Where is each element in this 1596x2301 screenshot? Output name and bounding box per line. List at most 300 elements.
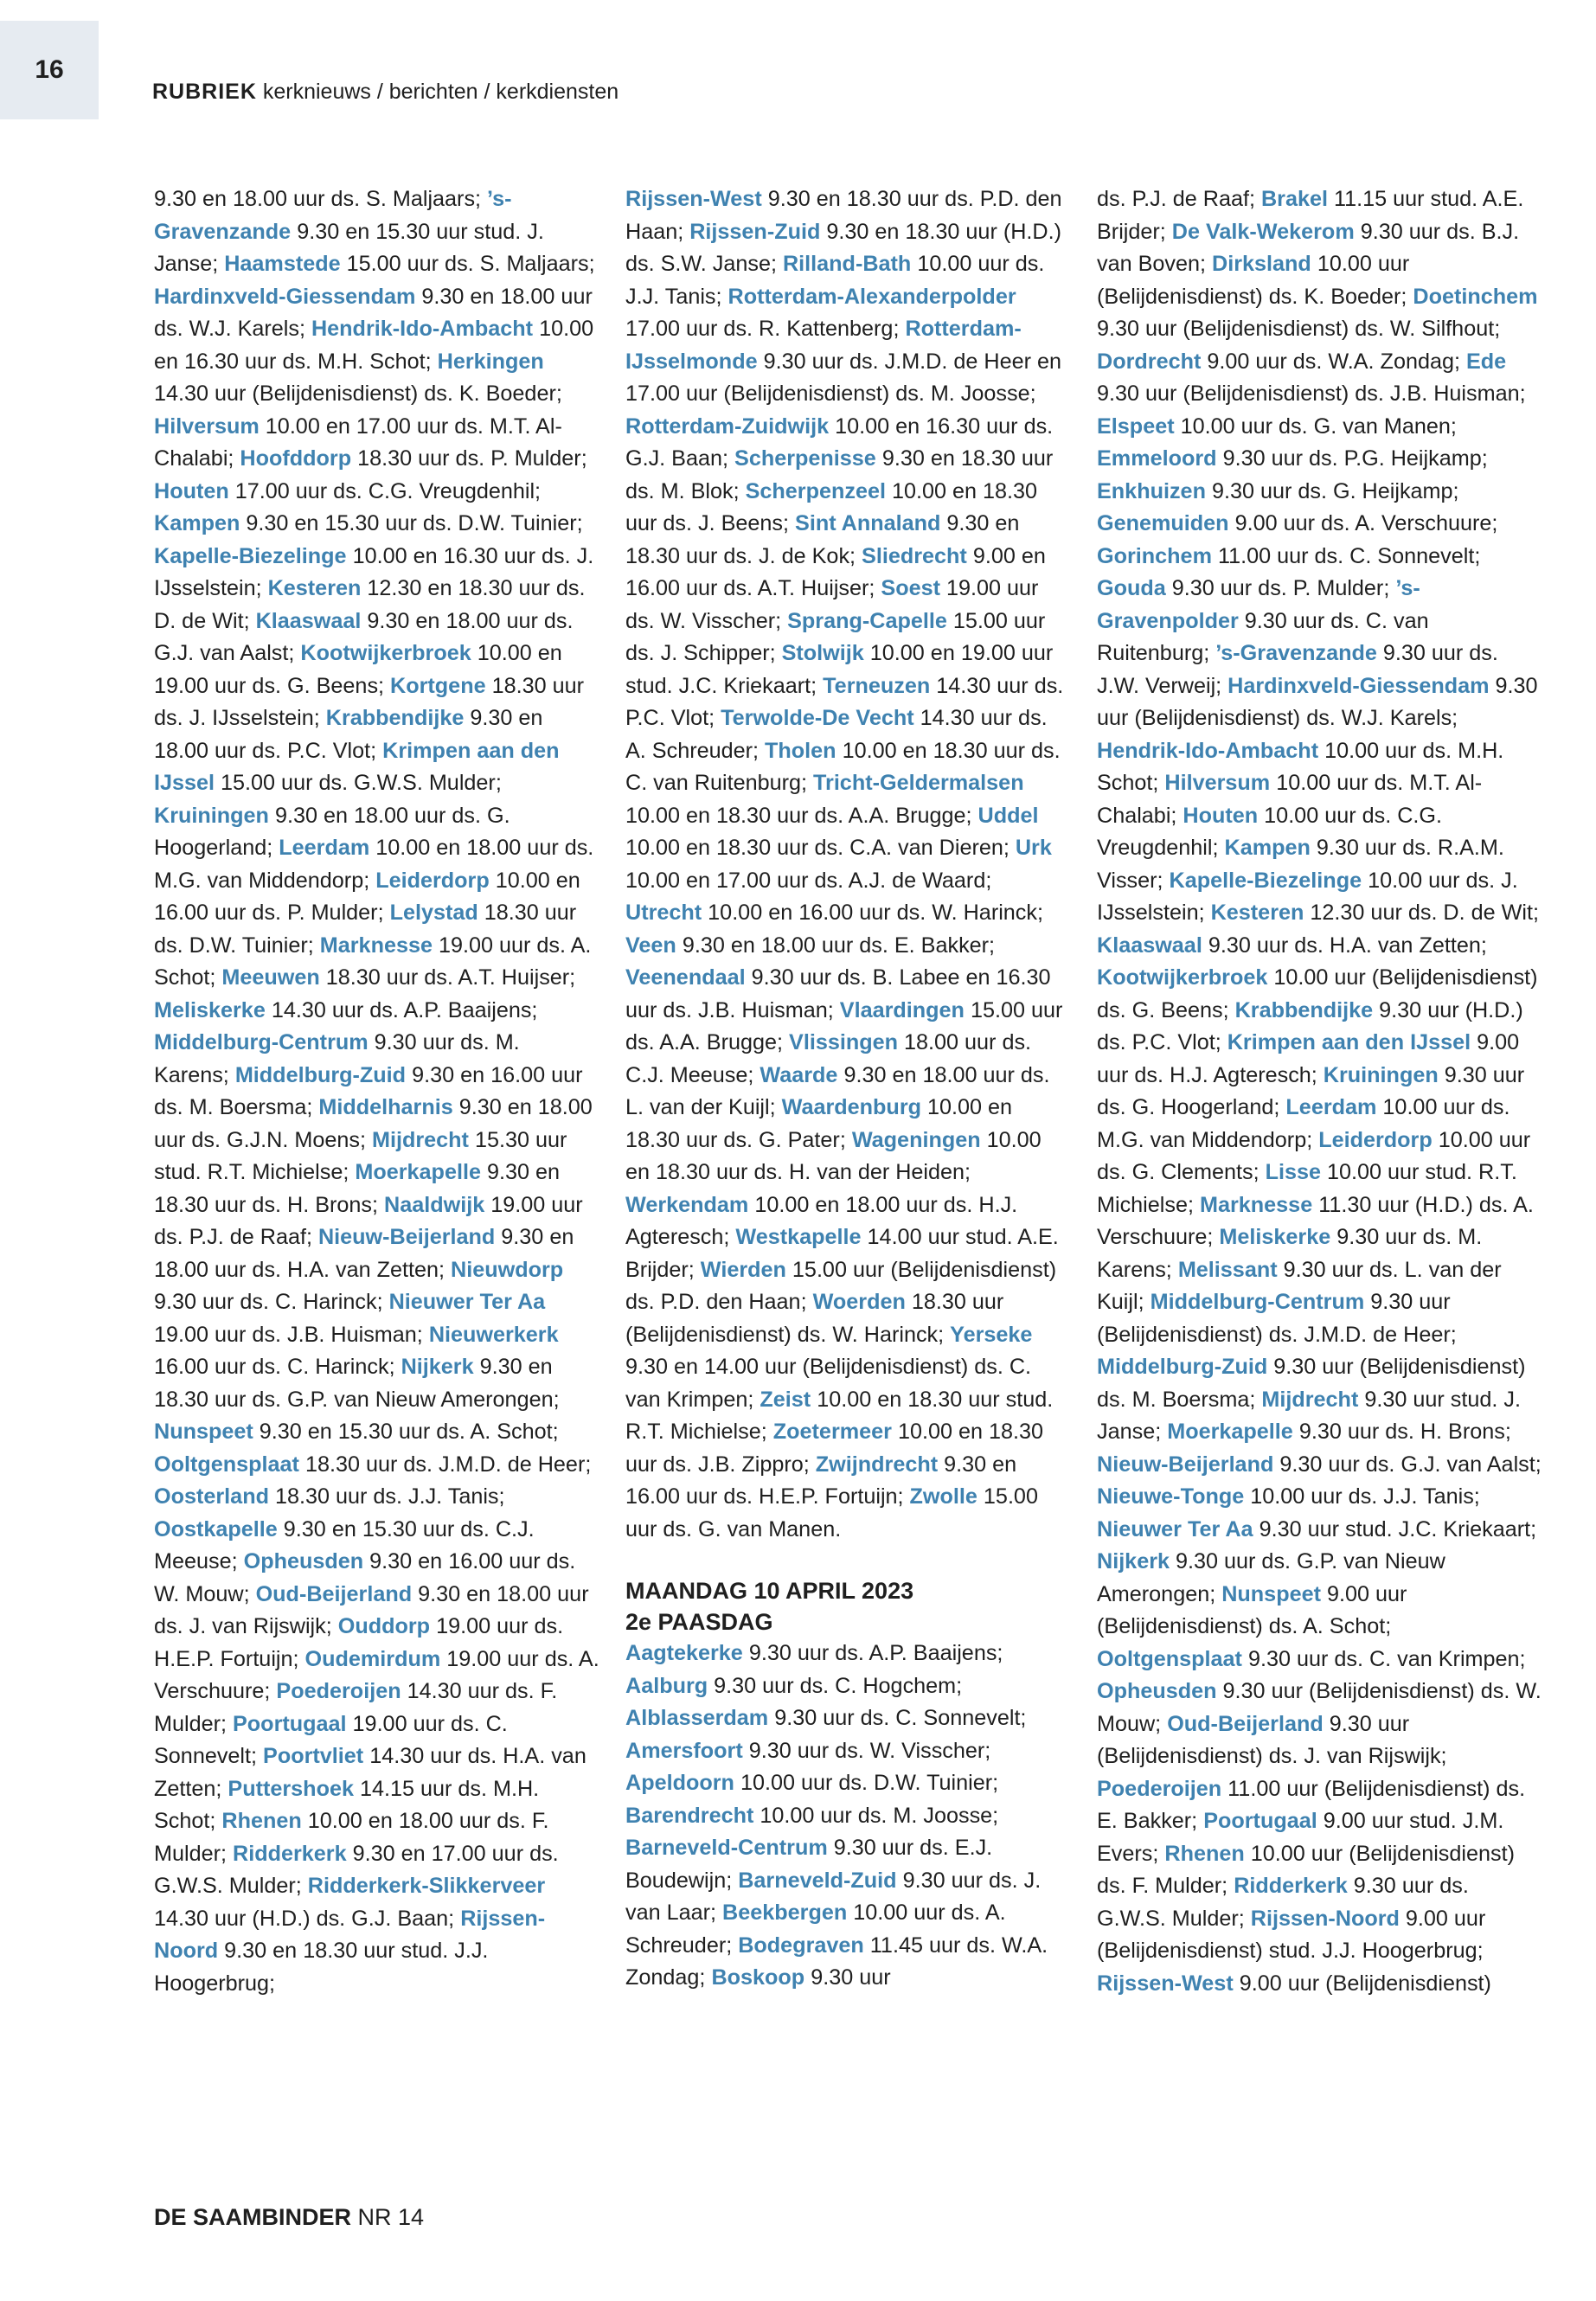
service-details: 18.30 uur ds. J. IJsselstein; bbox=[154, 673, 585, 730]
church-location: Nieuwe-Tonge bbox=[1097, 1484, 1245, 1509]
service-details: 9.30 uur ds. P.G. Heijkamp; bbox=[1222, 446, 1488, 471]
church-location: Moerkapelle bbox=[1167, 1420, 1293, 1444]
church-location: Lelystad bbox=[389, 901, 478, 925]
church-location: Hendrik-Ido-Ambacht bbox=[311, 317, 534, 341]
church-location: Leiderdorp bbox=[1318, 1127, 1433, 1152]
service-details: 9.00 en 16.00 uur ds. A.T. Huijser; bbox=[625, 543, 1046, 600]
service-details: 10.00 uur (Belijdenisdienst) ds. K. Boeder; bbox=[1097, 252, 1410, 309]
church-location: Meeuwen bbox=[221, 965, 320, 990]
service-details: 15.00 uur (Belijdenisdienst) ds. P.D. den Haan; bbox=[625, 1257, 1057, 1314]
church-location: Leiderdorp bbox=[375, 868, 490, 893]
church-location: Nieuwerkerk bbox=[428, 1322, 559, 1347]
church-location: Zeist bbox=[760, 1387, 811, 1412]
church-location: Waardenburg bbox=[781, 1095, 922, 1119]
church-location: Kapelle-Biezelinge bbox=[154, 543, 347, 568]
service-details: 9.30 en 18.30 uur ds. P.D. den Haan; bbox=[625, 187, 1062, 244]
church-location: Ridderkerk bbox=[233, 1841, 347, 1866]
service-details: 9.30 en 15.30 uur ds. A. Schot; bbox=[259, 1420, 559, 1444]
service-entry bbox=[1097, 446, 1488, 471]
church-location: Leerdam bbox=[1285, 1095, 1377, 1119]
service-details: 19.00 uur ds. H.E.P. Fortuijn; bbox=[154, 1614, 564, 1671]
day-heading bbox=[625, 1575, 1071, 1638]
service-details: 9.00 uur ds. H.J. Agteresch; bbox=[1097, 1030, 1520, 1087]
service-details: 10.00 en 19.00 uur ds. G. Beens; bbox=[154, 641, 562, 698]
page-footer bbox=[154, 2204, 424, 2231]
service-details: 10.00 uur ds. C.G. Vreugdenhil; bbox=[1097, 803, 1442, 860]
service-details: 15.00 uur ds. J. Schipper; bbox=[625, 608, 1046, 665]
service-details: 10.00 uur ds. G. van Manen; bbox=[1180, 413, 1457, 439]
column-1 bbox=[154, 183, 599, 2000]
service-details: 9.30 uur ds. A.P. Baaijens; bbox=[748, 1641, 1003, 1665]
service-details: 9.30 en 16.00 uur ds. M. Boersma; bbox=[154, 1062, 583, 1119]
service-entry bbox=[625, 933, 995, 958]
church-location: Oosterland bbox=[154, 1484, 269, 1509]
church-location: Alblasserdam bbox=[625, 1706, 769, 1730]
church-location: ’s-Gravenzande bbox=[154, 187, 512, 244]
church-location: Haamstede bbox=[224, 252, 341, 276]
church-location: Vlissingen bbox=[789, 1030, 899, 1054]
service-details: 9.30 uur (Belijdenisdienst) ds. W. Mouw; bbox=[1097, 1679, 1542, 1736]
service-details: 14.30 uur ds. H.A. van Zetten; bbox=[154, 1744, 586, 1801]
church-location: Terneuzen bbox=[823, 673, 931, 698]
church-location: Gorinchem bbox=[1097, 543, 1212, 568]
service-details: 14.30 uur (Belijdenisdienst) ds. K. Boeder; bbox=[154, 381, 562, 406]
service-details: 10.00 uur stud. R.T. Michielse; bbox=[1097, 1160, 1517, 1217]
service-details: 10.00 en 18.30 uur ds. C. van Ruitenburg; bbox=[625, 738, 1061, 795]
service-details: 19.00 uur ds. J.B. Huisman; bbox=[154, 1322, 423, 1347]
service-details: 9.30 uur (H.D.) ds. P.C. Vlot; bbox=[1097, 997, 1523, 1054]
service-details: 10.00 en 18.00 uur ds. F. Mulder; bbox=[154, 1809, 549, 1866]
service-details: 10.00 en 18.30 uur ds. H. van der Heiden; bbox=[625, 1127, 1042, 1184]
service-details: 9.30 uur ds. J. van Laar; bbox=[625, 1868, 1042, 1925]
service-details: 9.30 en 18.30 uur ds. M. Blok; bbox=[625, 446, 1054, 503]
church-location: Naaldwijk bbox=[384, 1192, 485, 1217]
church-location: Barneveld-Centrum bbox=[625, 1836, 828, 1860]
church-location: Leerdam bbox=[279, 836, 370, 860]
church-location: Rotterdam-Alexanderpolder bbox=[727, 284, 1016, 309]
church-location: Kapelle-Biezelinge bbox=[1169, 868, 1362, 893]
church-location: Herkingen bbox=[437, 349, 544, 374]
church-location: Nijkerk bbox=[401, 1355, 474, 1379]
service-details: 18.30 uur ds. A.T. Huijser; bbox=[325, 965, 576, 990]
church-location: Moerkapelle bbox=[355, 1160, 481, 1184]
service-details: 9.30 en 18.00 uur ds. H.A. van Zetten; bbox=[154, 1225, 574, 1282]
church-location: Krabbendijke bbox=[1234, 997, 1374, 1022]
service-entry bbox=[1167, 1420, 1511, 1444]
church-location: Gouda bbox=[1097, 576, 1166, 600]
service-details: 10.00 uur ds. M.H. Schot; bbox=[1097, 738, 1504, 795]
service-details: 9.30 en 18.30 uur ds. G.P. van Nieuw Amerongen; bbox=[154, 1355, 560, 1412]
service-details: 12.30 en 18.30 uur ds. D. de Wit; bbox=[154, 576, 586, 633]
church-location: Hilversum bbox=[154, 413, 260, 439]
service-details: 18.30 uur ds. P. Mulder; bbox=[357, 446, 587, 471]
church-location: Krabbendijke bbox=[325, 706, 465, 730]
service-entry bbox=[625, 901, 1043, 925]
service-details: 9.30 uur ds. J.W. Verweij; bbox=[1097, 641, 1498, 698]
service-details: 9.30 uur ds. M. Karens; bbox=[1097, 1225, 1483, 1282]
church-location: Ooltgensplaat bbox=[154, 1452, 299, 1477]
service-details: 9.30 en 17.00 uur ds. G.W.S. Mulder; bbox=[154, 1841, 559, 1898]
service-details: 9.30 en 18.00 uur ds. W.J. Karels; bbox=[154, 284, 593, 341]
service-details: 9.30 en 18.00 uur ds. G.J.N. Moens; bbox=[154, 1095, 593, 1152]
service-entry bbox=[154, 1452, 591, 1477]
church-location: Aalburg bbox=[625, 1673, 708, 1698]
church-location: ’s-Gravenpolder bbox=[1097, 576, 1420, 633]
service-details: 10.00 en 18.30 uur ds. C.A. van Dieren; bbox=[625, 836, 1010, 860]
church-location: Melissant bbox=[1177, 1257, 1278, 1282]
service-details: 9.30 uur ds. W. Visscher; bbox=[748, 1738, 991, 1763]
service-details: 9.30 en 18.30 uur ds. H. Brons; bbox=[154, 1160, 560, 1217]
service-entry bbox=[1097, 1290, 1457, 1347]
service-details: 9.30 uur ds. C. van Krimpen; bbox=[1247, 1646, 1526, 1671]
service-details: 9.30 en 15.30 uur stud. J. Janse; bbox=[154, 219, 544, 276]
church-location: Oudemirdum bbox=[304, 1646, 441, 1671]
service-details: 10.00 uur ds. J.J. Tanis; bbox=[1250, 1484, 1480, 1509]
service-details: 18.30 uur ds. J.J. Tanis; bbox=[274, 1484, 505, 1509]
service-details: 9.30 en 18.00 uur ds. G. Hoogerland; bbox=[154, 803, 510, 860]
service-entry bbox=[1097, 1647, 1526, 1671]
service-details: 10.00 en 18.30 uur ds. J. Beens; bbox=[625, 478, 1038, 535]
service-entry bbox=[625, 1771, 998, 1795]
church-location: Meliskerke bbox=[154, 997, 266, 1022]
church-location: Vlaardingen bbox=[839, 997, 965, 1022]
church-location: Dordrecht bbox=[1097, 349, 1202, 374]
church-location: Oud-Beijerland bbox=[1167, 1711, 1324, 1736]
service-details: 9.30 en 14.00 uur (Belijdenisdienst) ds. C. van Krimpen; bbox=[625, 1355, 1032, 1412]
service-entry bbox=[625, 1674, 962, 1698]
church-location: Rijssen-Noord bbox=[154, 1906, 546, 1963]
service-entry bbox=[154, 479, 541, 503]
church-location: Zwolle bbox=[909, 1484, 977, 1509]
church-location: Kootwijkerbroek bbox=[1097, 965, 1268, 990]
church-location: Zoetermeer bbox=[772, 1420, 892, 1444]
church-location: Mijdrecht bbox=[1261, 1387, 1359, 1412]
service-details: 9.30 uur (Belijdenisdienst) ds. J.B. Huisman; bbox=[1097, 381, 1526, 406]
church-location: Poederoijen bbox=[1097, 1776, 1222, 1801]
church-location: Houten bbox=[1183, 803, 1259, 828]
church-location: Kootwijkerbroek bbox=[300, 641, 471, 665]
service-details: 10.00 uur ds. D.W. Tuinier; bbox=[740, 1771, 999, 1795]
service-entry bbox=[1097, 1517, 1536, 1541]
service-details: 9.30 uur ds. G.J. van Aalst; bbox=[1279, 1452, 1542, 1477]
service-details: 9.30 en 18.30 uur stud. J.J. Hoogerbrug; bbox=[154, 1939, 489, 1996]
church-location: Utrecht bbox=[625, 901, 702, 925]
church-location: Kesteren bbox=[1210, 901, 1304, 925]
service-details: 9.30 uur ds. C. Hogchem; bbox=[714, 1673, 963, 1698]
header-rubriek: RUBRIEK bbox=[152, 80, 257, 104]
service-details: 16.00 uur ds. C. Harinck; bbox=[154, 1355, 395, 1379]
church-location: Apeldoorn bbox=[625, 1771, 734, 1795]
service-entry bbox=[625, 1706, 1026, 1730]
service-entry bbox=[1097, 1971, 1491, 1996]
service-entry bbox=[625, 1804, 998, 1828]
service-details: 9.30 uur ds. G. Heijkamp; bbox=[1211, 478, 1459, 503]
church-location: Genemuiden bbox=[1097, 511, 1229, 535]
service-details: 10.00 uur ds. J.J. Tanis; bbox=[625, 252, 1045, 309]
service-details: 19.00 uur ds. P.J. de Raaf; bbox=[154, 1192, 583, 1249]
service-details: 9.00 uur ds. W.A. Zondag; bbox=[1207, 349, 1460, 374]
church-location: Marknesse bbox=[319, 933, 433, 958]
church-location: Scherpenisse bbox=[734, 446, 876, 471]
church-location: Woerden bbox=[812, 1290, 906, 1314]
service-details: 10.00 en 16.30 uur ds. G.J. Baan; bbox=[625, 413, 1054, 471]
service-entry bbox=[1211, 901, 1539, 925]
service-details: 9.30 uur ds. J.M.D. de Heer en 17.00 uur (Belijdenisdienst) ds. M. Joosse; bbox=[625, 349, 1061, 406]
church-location: Rotterdam-IJsselmonde bbox=[625, 317, 1022, 374]
column-2 bbox=[625, 183, 1071, 1995]
service-details: 9.00 uur (Belijdenisdienst) bbox=[1239, 1971, 1491, 1996]
church-location: Aagtekerke bbox=[625, 1641, 743, 1665]
day-heading-holiday: 2e PAASDAG bbox=[625, 1609, 773, 1635]
church-location: Ooltgensplaat bbox=[1097, 1646, 1242, 1671]
church-location: Poortugaal bbox=[1203, 1809, 1317, 1833]
church-location: Ouddorp bbox=[337, 1614, 431, 1638]
church-location: Klaaswaal bbox=[1097, 933, 1202, 958]
church-location: Rotterdam-Zuidwijk bbox=[625, 413, 830, 439]
church-location: Urk bbox=[1015, 836, 1052, 860]
service-details: 9.30 en 18.30 uur (H.D.) ds. S.W. Janse; bbox=[625, 219, 1061, 276]
service-details: 10.00 en 18.00 uur ds. M.G. van Middendorp; bbox=[154, 836, 594, 893]
church-location: Rijssen-Zuid bbox=[689, 219, 821, 244]
service-entry bbox=[154, 998, 537, 1022]
church-location: Dirksland bbox=[1212, 252, 1311, 276]
church-location: Scherpenzeel bbox=[745, 478, 886, 503]
service-details: 9.30 uur ds. R.A.M. Visser; bbox=[1097, 836, 1504, 893]
service-details: 10.00 uur ds. M.T. Al-Chalabi; bbox=[1097, 771, 1483, 828]
service-entry bbox=[1097, 544, 1480, 568]
service-details: 15.00 uur ds. G. van Manen. bbox=[625, 1484, 1038, 1541]
church-location: Puttershoek bbox=[228, 1776, 354, 1801]
church-location: Emmeloord bbox=[1097, 446, 1217, 471]
church-location: Hardinxveld-Giessendam bbox=[154, 284, 416, 309]
church-location: Ridderkerk bbox=[1234, 1874, 1348, 1898]
service-details: 14.30 uur ds. A. Schreuder; bbox=[625, 706, 1048, 763]
service-entry bbox=[224, 252, 594, 276]
service-details: 9.30 uur ds. G.P. van Nieuw Amerongen; bbox=[1097, 1549, 1445, 1606]
service-details: 9.30 en 16.00 uur ds. H.E.P. Fortuijn; bbox=[625, 1452, 1017, 1509]
church-location: Beekbergen bbox=[722, 1900, 848, 1925]
service-details: 18.30 uur ds. D.W. Tuinier; bbox=[154, 901, 577, 958]
church-location: Wierden bbox=[700, 1257, 786, 1282]
service-details: 9.30 en 18.00 uur ds. E. Bakker; bbox=[682, 933, 996, 958]
column-2-monday bbox=[625, 1638, 1071, 1995]
church-location: Mijdrecht bbox=[371, 1127, 469, 1152]
church-location: Bodegraven bbox=[738, 1932, 864, 1958]
church-location: Lisse bbox=[1265, 1160, 1321, 1184]
service-details: 19.00 uur ds. A. Schot; bbox=[154, 933, 592, 990]
church-location: ’s-Gravenzande bbox=[1215, 641, 1377, 665]
service-details: 9.30 uur ds. C. Sonnevelt; bbox=[774, 1706, 1027, 1730]
church-location: Nieuwer Ter Aa bbox=[388, 1290, 546, 1314]
service-details: 14.15 uur ds. M.H. Schot; bbox=[154, 1776, 540, 1833]
church-location: Rilland-Bath bbox=[782, 252, 912, 276]
church-location: Veenendaal bbox=[625, 965, 746, 990]
service-details: 11.30 uur (H.D.) ds. A. Verschuure; bbox=[1097, 1192, 1534, 1249]
service-details: 19.00 uur ds. W. Visscher; bbox=[625, 576, 1039, 633]
service-details: 10.00 en 18.30 uur ds. J.B. Zippro; bbox=[625, 1420, 1044, 1477]
service-details: 9.30 uur (Belijdenisdienst) ds. J. van Rijswijk; bbox=[1097, 1711, 1447, 1768]
service-details: 9.30 uur ds. H. Brons; bbox=[1298, 1420, 1511, 1444]
service-entry bbox=[1097, 511, 1497, 535]
service-details: 10.00 en 18.30 uur ds. A.A. Brugge; bbox=[625, 803, 972, 828]
service-details: 9.30 en 18.30 uur ds. J. de Kok; bbox=[625, 511, 1020, 568]
service-details: 11.00 uur (Belijdenisdienst) ds. E. Bakker; bbox=[1097, 1776, 1526, 1833]
page-number: 16 bbox=[0, 21, 99, 119]
service-details: 10.00 uur ds. M.G. van Middendorp; bbox=[1097, 1095, 1510, 1152]
church-location: Sint Annaland bbox=[795, 511, 941, 535]
service-entry bbox=[1097, 1452, 1542, 1477]
service-details: 9.30 uur ds. P. Mulder; bbox=[1171, 576, 1390, 600]
church-location: Krimpen aan den IJssel bbox=[154, 738, 560, 795]
service-details: 9.30 en 18.00 uur ds. J. van Rijswijk; bbox=[154, 1581, 589, 1638]
church-location: Houten bbox=[154, 478, 229, 503]
service-details: 10.00 uur ds. M. Joosse; bbox=[760, 1803, 999, 1828]
church-location: Opheusden bbox=[1097, 1679, 1217, 1703]
church-location: Sliedrecht bbox=[862, 543, 967, 568]
service-entry bbox=[154, 187, 481, 211]
service-details: 9.30 uur (Belijdenisdienst) ds. W.J. Karels; bbox=[1097, 673, 1538, 730]
service-entry bbox=[1097, 933, 1487, 958]
service-details: 10.00 en 18.30 uur ds. G. Pater; bbox=[625, 1095, 1013, 1152]
church-location: Hardinxveld-Giessendam bbox=[1227, 673, 1490, 698]
service-details: 9.30 uur ds. L. van der Kuijl; bbox=[1097, 1257, 1502, 1314]
service-details: 9.00 uur stud. J.M. Evers; bbox=[1097, 1809, 1504, 1866]
service-details: 14.30 uur ds. A.P. Baaijens; bbox=[271, 997, 538, 1022]
church-location: Kampen bbox=[1224, 836, 1311, 860]
church-location: Yerseke bbox=[950, 1322, 1033, 1347]
church-location: Ridderkerk-Slikkerveer bbox=[307, 1874, 546, 1898]
church-location: Nieuwdorp bbox=[451, 1257, 564, 1282]
service-details: 9.00 uur (Belijdenisdienst) ds. A. Schot; bbox=[1097, 1581, 1407, 1638]
church-location: Uddel bbox=[977, 803, 1039, 828]
service-details: 10.00 uur ds. J. IJsselstein; bbox=[1097, 868, 1518, 925]
church-location: Rijssen-West bbox=[1097, 1971, 1234, 1996]
service-details: 9.30 uur ds. C. Harinck; bbox=[154, 1290, 383, 1314]
service-details: 9.30 uur ds. B. Labee en 16.30 uur ds. J.B. Huisman; bbox=[625, 965, 1051, 1022]
church-location: Amersfoort bbox=[625, 1738, 743, 1763]
service-details: 9.30 en 18.00 uur ds. G.J. van Aalst; bbox=[154, 608, 574, 665]
church-location: Poederoijen bbox=[276, 1679, 401, 1703]
service-details: 9.30 uur bbox=[811, 1965, 891, 1990]
service-details: 9.30 uur ds. H.A. van Zetten; bbox=[1208, 933, 1487, 958]
service-entry bbox=[240, 446, 586, 471]
service-details: 9.30 en 18.00 uur ds. P.C. Vlot; bbox=[154, 706, 543, 763]
service-entry bbox=[625, 1641, 1003, 1665]
church-location: Kortgene bbox=[390, 673, 486, 698]
church-location: Soest bbox=[881, 576, 940, 600]
service-details: 10.00 en 16.00 uur ds. P. Mulder; bbox=[154, 868, 580, 925]
service-details: 9.30 en 18.00 uur ds. L. van der Kuijl; bbox=[625, 1062, 1050, 1119]
church-location: Rijssen-Noord bbox=[1250, 1906, 1400, 1931]
church-location: Stolwijk bbox=[781, 641, 864, 665]
church-location: Hoofddorp bbox=[240, 446, 352, 471]
church-location: De Valk-Wekerom bbox=[1171, 219, 1355, 244]
church-location: Brakel bbox=[1260, 187, 1328, 211]
service-details: 14.00 uur stud. A.E. Brijder; bbox=[625, 1225, 1059, 1282]
service-details: 10.00 en 16.30 uur ds. M.H. Schot; bbox=[154, 317, 594, 374]
church-location: Boskoop bbox=[711, 1965, 805, 1990]
church-location: Rijssen-West bbox=[625, 187, 762, 211]
church-location: Oostkapelle bbox=[154, 1516, 278, 1541]
church-location: Veen bbox=[625, 933, 676, 958]
church-location: Nunspeet bbox=[154, 1420, 253, 1444]
church-location: Kruiningen bbox=[154, 803, 269, 828]
church-location: Klaaswaal bbox=[255, 608, 362, 633]
service-details: 14.30 uur ds. P.C. Vlot; bbox=[625, 673, 1064, 730]
service-details: 9.30 en 15.30 uur ds. C.J. Meeuse; bbox=[154, 1516, 535, 1574]
church-location: Hilversum bbox=[1164, 771, 1271, 795]
church-location: Nieuwer Ter Aa bbox=[1097, 1516, 1253, 1541]
service-details: 10.00 en 17.00 uur ds. M.T. Al-Chalabi; bbox=[154, 413, 562, 471]
service-details: 9.30 uur ds. G. Hoogerland; bbox=[1097, 1062, 1525, 1119]
church-location: Krimpen aan den IJssel bbox=[1227, 1030, 1471, 1054]
church-location: Enkhuizen bbox=[1097, 478, 1206, 503]
service-details: 14.30 uur ds. F. Mulder; bbox=[154, 1679, 558, 1736]
church-location: Poortugaal bbox=[233, 1711, 347, 1736]
church-location: Zwijndrecht bbox=[815, 1452, 939, 1477]
service-details: 14.30 uur (H.D.) ds. G.J. Baan; bbox=[154, 1906, 455, 1931]
service-details: 17.00 uur ds. C.G. Vreugdenhil; bbox=[234, 478, 542, 503]
service-details: 10.00 uur ds. G. Clements; bbox=[1097, 1127, 1531, 1184]
service-details: 10.00 en 18.00 uur ds. H.J. Agteresch; bbox=[625, 1192, 1018, 1249]
service-details: 10.00 uur (Belijdenisdienst) ds. G. Beens; bbox=[1097, 965, 1538, 1022]
church-location: Middelburg-Zuid bbox=[1097, 1355, 1268, 1379]
service-entry bbox=[1097, 187, 1255, 211]
church-location: Middelburg-Zuid bbox=[234, 1062, 407, 1087]
church-location: Westkapelle bbox=[735, 1225, 862, 1249]
service-details: ds. P.J. de Raaf; bbox=[1097, 187, 1255, 211]
service-details: 10.00 en 16.00 uur ds. W. Harinck; bbox=[708, 901, 1043, 925]
service-entry bbox=[1097, 349, 1460, 374]
service-details: 18.30 uur ds. J.M.D. de Heer; bbox=[304, 1452, 592, 1477]
service-details: 9.30 en 18.00 uur ds. S. Maljaars; bbox=[154, 187, 482, 211]
service-details: 18.30 uur (Belijdenisdienst) ds. W. Harinck; bbox=[625, 1290, 1004, 1347]
church-location: Waarde bbox=[760, 1062, 838, 1087]
church-location: Middelburg-Centrum bbox=[1150, 1290, 1365, 1314]
church-location: Meliskerke bbox=[1219, 1225, 1331, 1249]
service-details: 15.00 uur ds. S. Maljaars; bbox=[346, 252, 595, 276]
section-header bbox=[152, 80, 619, 105]
service-details: 9.00 uur (Belijdenisdienst) stud. J.J. Hoogerbrug; bbox=[1097, 1906, 1486, 1963]
church-location: Hendrik-Ido-Ambacht bbox=[1097, 738, 1319, 763]
church-location: Kesteren bbox=[267, 576, 362, 600]
church-location: Doetinchem bbox=[1413, 284, 1538, 309]
church-location: Nunspeet bbox=[1221, 1581, 1321, 1606]
service-details: 10.00 uur (Belijdenisdienst) ds. F. Mulder; bbox=[1097, 1841, 1515, 1898]
church-location: Middelburg-Centrum bbox=[154, 1030, 369, 1054]
church-location: Poortvliet bbox=[263, 1744, 364, 1768]
church-location: Tholen bbox=[765, 738, 836, 763]
church-location: Nieuw-Beijerland bbox=[317, 1225, 496, 1249]
header-subtitle: kerknieuws / berichten / kerkdiensten bbox=[262, 80, 619, 104]
service-details: 19.00 uur ds. A. Verschuure; bbox=[154, 1646, 599, 1703]
service-details: 11.15 uur stud. A.E. Brijder; bbox=[1097, 187, 1524, 244]
service-details: 15.00 uur ds. A.A. Brugge; bbox=[625, 997, 1063, 1054]
church-location: Rhenen bbox=[1164, 1841, 1245, 1866]
service-details: 10.00 en 19.00 uur stud. J.C. Kriekaart; bbox=[625, 641, 1054, 698]
column-2-sunday bbox=[625, 183, 1071, 1546]
church-location: Elspeet bbox=[1097, 413, 1175, 439]
service-details: 15.00 uur ds. G.W.S. Mulder; bbox=[221, 771, 502, 795]
service-entry bbox=[1097, 1484, 1480, 1509]
service-entry bbox=[1097, 414, 1457, 439]
service-details: 18.00 uur ds. C.J. Meeuse; bbox=[625, 1030, 1032, 1087]
service-details: 9.30 uur ds. M. Karens; bbox=[154, 1030, 520, 1087]
church-location: Wageningen bbox=[851, 1127, 981, 1152]
service-details: 11.45 uur ds. W.A. Zondag; bbox=[625, 1932, 1048, 1990]
service-details: 10.00 en 18.30 uur stud. R.T. Michielse; bbox=[625, 1387, 1054, 1444]
church-location: Rhenen bbox=[221, 1809, 302, 1833]
